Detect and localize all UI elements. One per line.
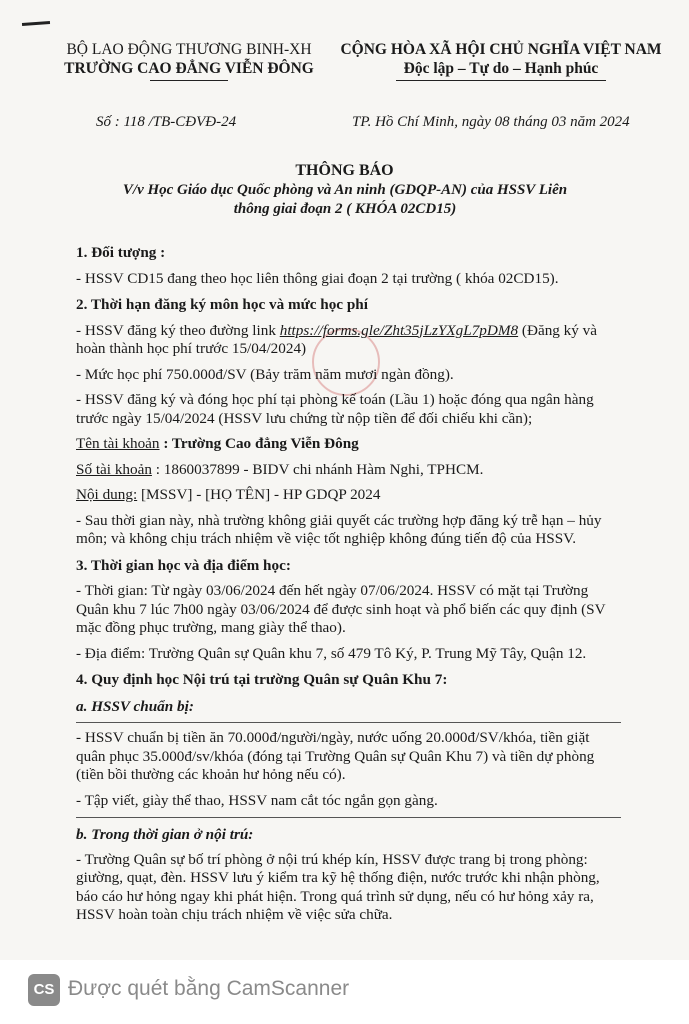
supplies-paragraph: - Tập viết, giày thể thao, HSSV nam cắt tóc ngắn gọn gàng. bbox=[76, 791, 438, 809]
transfer-content: Nội dung: [MSSV] - [HỌ TÊN] - HP GDQP 2024 bbox=[76, 486, 381, 503]
document-date: TP. Hồ Chí Minh, ngày 08 tháng 03 năm 2024 bbox=[352, 114, 630, 130]
preparation-paragraph: - HSSV chuẩn bị tiền ăn 70.000đ/người/ngày, nước uống 20.000đ/SV/khóa, tiền giặt quân phục 35.000đ/sv/khóa (đóng tại Trường Quân sự Quân Khu 7) và tiền dự phòng (tiền bồi thường các khoản hư hỏng nếu có). bbox=[76, 729, 595, 783]
account-number: Số tài khoản : 1860037899 - BIDV chi nhánh Hàm Nghi, TPHCM. bbox=[76, 460, 484, 478]
ministry-name: BỘ LAO ĐỘNG THƯƠNG BINH-XH bbox=[66, 41, 312, 58]
account-name: Tên tài khoản : Trường Cao đẳng Viễn Đông bbox=[76, 435, 359, 452]
late-registration-paragraph: - Sau thời gian này, nhà trường không giải quyết các trường hợp đăng ký trễ hạn – hủy môn; và không chịu trách nhiệm về việc tốt nghiệp không đúng tiến độ của HSSV. bbox=[76, 511, 602, 547]
school-name: TRƯỜNG CAO ĐẲNG VIỄN ĐÔNG bbox=[64, 60, 314, 77]
camscanner-watermark: Được quét bằng CamScanner bbox=[68, 977, 350, 1000]
section-1-heading: 1. Đối tượng : bbox=[76, 244, 166, 261]
document-title: THÔNG BÁO bbox=[295, 162, 394, 179]
motto: Độc lập – Tự do – Hạnh phúc bbox=[403, 60, 599, 77]
document-number: Số : 118 /TB-CĐVĐ-24 bbox=[96, 114, 237, 130]
section-4a-heading: a. HSSV chuẩn bị: bbox=[76, 697, 194, 715]
camscanner-footer bbox=[0, 960, 689, 1024]
payment-paragraph: - HSSV đăng ký và đóng học phí tại phòng kế toán (Lầu 1) hoặc đóng qua ngân hàng trước ngày 15/04/2024 (HSSV lưu chứng từ nộp tiền để đối chiếu khi cần); bbox=[76, 391, 594, 427]
registration-link[interactable]: https://forms.gle/Zht35jLzYXgL7pDM8 bbox=[279, 321, 519, 339]
section-4a-rule bbox=[76, 722, 621, 723]
location-paragraph: - Địa điểm: Trường Quân sự Quân khu 7, số 479 Tô Ký, P. Trung Mỹ Tây, Quận 12. bbox=[76, 644, 587, 662]
pen-mark bbox=[22, 21, 50, 26]
camscanner-logo-icon: CS bbox=[28, 974, 60, 1006]
registration-paragraph: - HSSV đăng ký theo đường link https://forms.gle/Zht35jLzYXgL7pDM8 (Đăng ký và hoàn thành học phí trước 15/04/2024) bbox=[76, 321, 597, 357]
header-right-rule bbox=[396, 80, 606, 81]
section-3-heading: 3. Thời gian học và địa điểm học: bbox=[76, 556, 291, 574]
section-4-heading: 4. Quy định học Nội trú tại trường Quân sự Quân Khu 7: bbox=[76, 671, 448, 688]
section-4b-rule bbox=[76, 817, 621, 818]
document-subtitle: V/v Học Giáo dục Quốc phòng và An ninh (GDQP-AN) của HSSV Liên thông giai đoạn 2 ( KHÓA 02CD15) bbox=[122, 182, 568, 217]
fee-paragraph: - Mức học phí 750.000đ/SV (Bảy trăm năm mươi ngàn đồng). bbox=[76, 365, 454, 383]
header-left bbox=[44, 40, 334, 81]
section-2-heading: 2. Thời hạn đăng ký môn học và mức học phí bbox=[76, 296, 368, 313]
section-1-text: - HSSV CD15 đang theo học liên thông giai đoạn 2 tại trường ( khóa 02CD15). bbox=[76, 269, 559, 287]
schedule-paragraph: - Thời gian: Từ ngày 03/06/2024 đến hết ngày 07/06/2024. HSSV có mặt tại Trường Quân khu 7 lúc 7h00 ngày 03/06/2024 để được sinh hoạt và phổ biến các quy định (SV mặc đồng phục trường, mang giày thể thao). bbox=[76, 582, 606, 636]
document-body bbox=[76, 236, 621, 932]
header-left-rule bbox=[150, 80, 228, 81]
header-right bbox=[336, 40, 666, 81]
dormitory-paragraph: - Trường Quân sự bố trí phòng ở nội trú khép kín, HSSV được trang bị trong phòng: giường, quạt, đèn. HSSV lưu ý kiểm tra kỹ hệ thống điện, nước trước khi nhận phòng, báo cáo hư hỏng ngay khi phát hiện. Trong quá trình sử dụng, nếu có hư hỏng xảy ra, HSSV hoàn toàn chịu trách nhiệm về việc sửa chữa. bbox=[76, 850, 600, 923]
section-4b-heading: b. Trong thời gian ở nội trú: bbox=[76, 826, 254, 843]
country-name: CỘNG HÒA XÃ HỘI CHỦ NGHĨA VIỆT NAM bbox=[340, 41, 662, 58]
